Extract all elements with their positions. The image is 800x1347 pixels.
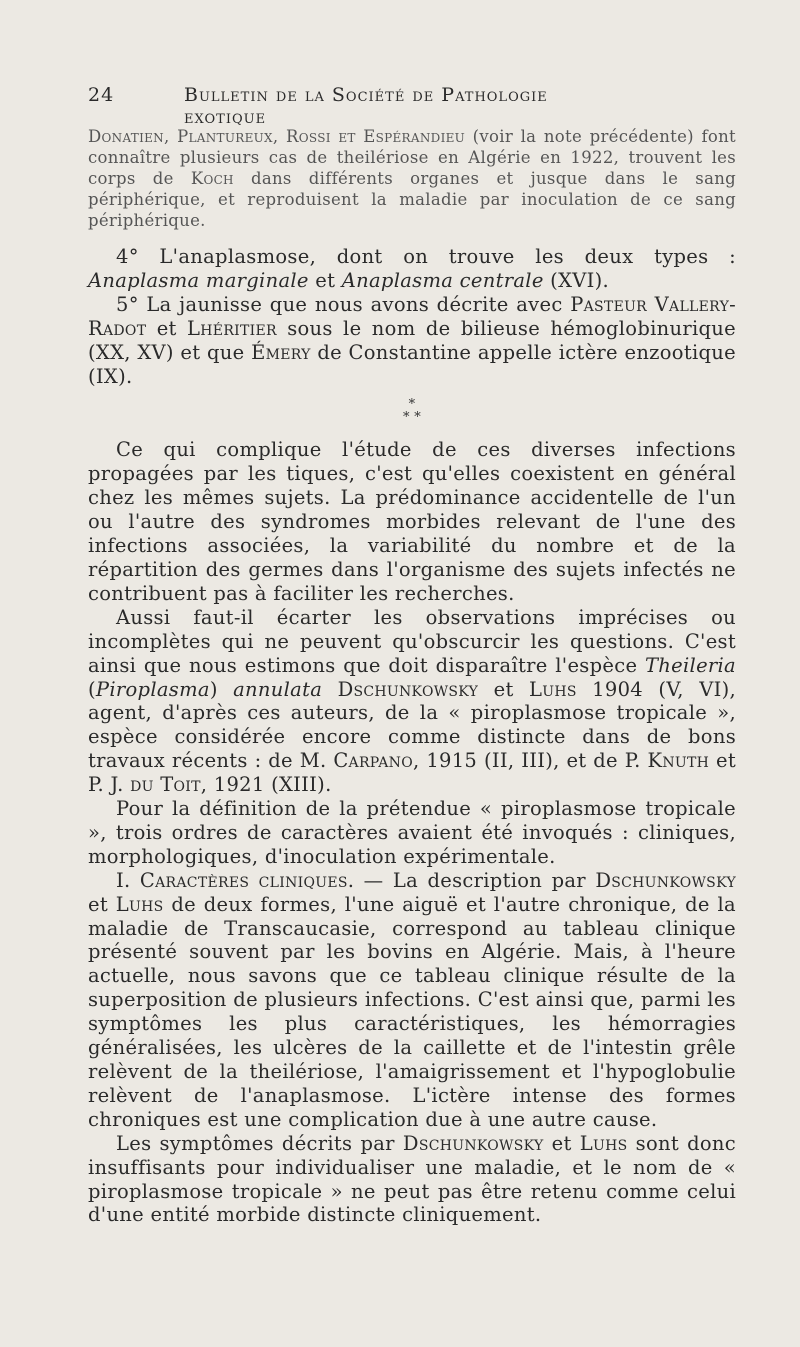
text-run: dans différents organes et jusque dans le sang périphérique, et reproduisent la maladie par inoculation de ce sang périphérique.	[88, 169, 737, 230]
author-name: du Toit	[130, 773, 201, 797]
item-anaplasmose	[88, 245, 736, 293]
author-name: Dschunkowsky	[337, 677, 479, 701]
author-name: Pasteur Vallery-Radot	[88, 292, 736, 340]
species-name: Anaplasma marginale	[88, 268, 309, 292]
text-run: , 1915 (II, III), et de P.	[412, 749, 648, 773]
paragraph-complexity: Ce qui complique l'étude de ces diverses infections propagées par les tiques, c'est qu'elles coexistent en général chez les mêmes sujets. La prédominance accidentelle de l'un ou l'autre des syndromes morbides relevant de l'une des infections associées, la variabilité du nombre et de la répartition des germes dans l'organisme des sujets infectés ne contribuent pas à faciliter les recherches.	[88, 438, 736, 605]
text-run	[322, 678, 337, 701]
text-run: 1904 (V, VI), agent, d'après ces auteurs, de la « piroplasmose tropicale », espèce considérée encore comme distincte dans de bons travaux récents : de M.	[88, 677, 736, 773]
text-run: et	[543, 1131, 580, 1155]
text-run: 5° La jaunisse que nous avons décrite avec	[116, 292, 571, 316]
text-run: — La description par	[354, 868, 596, 892]
text-run: Les symptômes décrits par	[116, 1131, 403, 1155]
author-name: Luhs	[529, 677, 577, 701]
text-run: et P. J.	[88, 749, 736, 797]
species-epithet: annulata	[233, 677, 323, 701]
text-run: de Constantine appelle ictère enzootique (IX).	[88, 340, 736, 388]
page-header	[88, 84, 632, 128]
body-text	[88, 126, 736, 1227]
separator-top-star: *	[408, 397, 416, 413]
text-run: )	[209, 677, 234, 701]
text-run: (voir la note précédente) font connaître plusieurs cas de theilériose en Algérie en 1922, trouvent les corps de	[88, 127, 736, 188]
text-run: et	[478, 677, 530, 701]
author-name: Dschunkowsky	[595, 868, 736, 892]
running-title: Bulletin de la Société de Pathologie exotique	[184, 84, 548, 128]
text-run: et	[88, 892, 116, 916]
item-jaunisse	[88, 293, 736, 389]
author-name: Carpano	[333, 749, 413, 773]
separator-bottom-stars: * *	[402, 410, 422, 426]
species-name: Anaplasma centrale	[341, 268, 544, 292]
author-name: Luhs	[115, 892, 164, 916]
text-run: (	[88, 677, 96, 701]
author-names: Donatien, Plantureux, Rossi et Espérandieu	[88, 127, 466, 146]
text-run: sont donc insuffisants pour individualiser une maladie, et le nom de « piroplasmose tropicale » ne peut pas être retenu comme celui d'une entité morbide distincte cliniquement.	[88, 1131, 736, 1227]
text-run: 4° L'anaplasmose, dont on trouve les deux types :	[116, 245, 736, 268]
paragraph-annulata	[88, 606, 736, 797]
author-name: Knuth	[647, 749, 710, 773]
author-name: Lhéritier	[187, 316, 277, 340]
text-run: , 1921 (XIII).	[200, 773, 332, 797]
author-name: Koch	[190, 169, 234, 188]
text-run: et	[308, 268, 342, 292]
text-run: de deux formes, l'une aiguë et l'autre chronique, de la maladie de Transcaucasie, correspond au tableau clinique présenté souvent par les bovins en Algérie. Mais, à l'heure actuelle, nous savons que ce tableau clinique résulte de la superposition de plusieurs infections. C'est ainsi que, parmi les symptômes les plus caractéristiques, les hémorragies généralisées, les ulcères de la caillette et de l'intestin grêle relèvent de la theilériose, l'amaigrissement et l'hypoglobulie relèvent de l'anaplasmose. L'ictère intense des formes chroniques est une complication due à une autre cause.	[88, 892, 736, 1131]
page-number: 24	[88, 84, 115, 106]
text-run: sous le nom de bilieuse hémoglobinurique (XX, XV) et que	[88, 316, 736, 364]
paragraph-definition: Pour la définition de la prétendue « piroplasmose tropicale », trois ordres de caractères avaient été invoqués : cliniques, morphologiques, d'inoculation expérimentale.	[88, 797, 736, 868]
section-heading: I. Caractères cliniques.	[116, 868, 355, 892]
section-separator	[88, 398, 736, 424]
paragraph-conclusion	[88, 1132, 736, 1228]
author-name: Émery	[251, 340, 311, 364]
author-name: Dschunkowsky	[402, 1131, 544, 1155]
text-run: Aussi faut-il écarter les observations imprécises ou incomplètes qui ne peuvent qu'obscurcir les questions. C'est ainsi que nous estimons que doit disparaître l'espèce	[88, 605, 736, 677]
genus-name: Theileria	[644, 653, 736, 677]
paragraph-donatien	[88, 126, 736, 231]
paragraph-clinical	[88, 869, 736, 1132]
text-run: et	[146, 316, 188, 340]
author-name: Luhs	[579, 1131, 628, 1155]
text-run: (XVI).	[543, 268, 610, 292]
genus-synonym: Piroplasma	[95, 677, 210, 701]
